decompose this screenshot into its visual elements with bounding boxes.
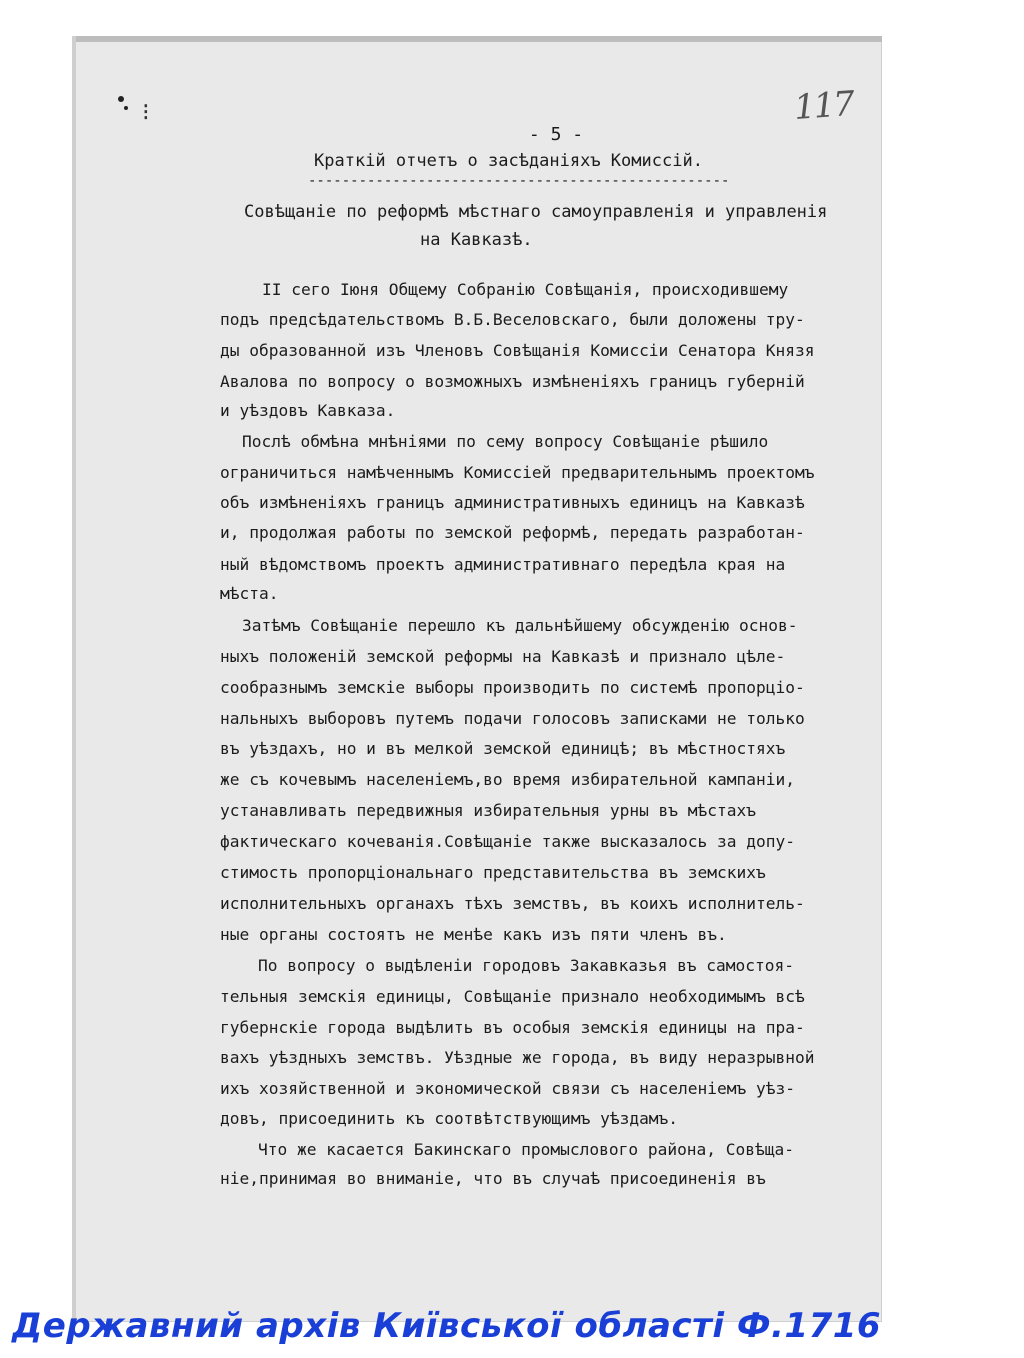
text-line: сообразнымъ земскіе выборы производить по системѣ пропорціо- [220, 678, 805, 697]
text-line: и уѣздовъ Кавказа. [220, 401, 396, 420]
text-line: въ уѣздахъ, но и въ мелкой земской единицѣ; въ мѣстностяхъ [220, 739, 786, 758]
text-line: ныхъ положеній земской реформы на Кавказѣ и признало цѣле- [220, 647, 786, 666]
text-line: стимость пропорціональнаго представительства въ земскихъ [220, 863, 766, 882]
text-line: II сего Іюня Общему Собранію Совѣщанія, происходившему [262, 280, 789, 299]
text-line: ограничиться намѣченнымъ Комиссіей предварительнымъ проектомъ [220, 463, 815, 482]
page-top-edge [72, 36, 882, 42]
page-number: - 5 - [528, 124, 584, 145]
text-line: ніе,принимая во вниманіе, что въ случаѣ присоединенія въ [220, 1169, 766, 1188]
title-underline: -------------------------------------------------- [308, 173, 730, 189]
text-line: мѣста. [220, 584, 279, 603]
text-line: довъ, присоединить къ соотвѣтствующимъ уѣздамъ. [220, 1109, 679, 1128]
text-line: вахъ уѣздныхъ земствъ. Уѣздные же города, въ виду неразрывной [220, 1048, 815, 1067]
text-line: Что же касается Бакинскаго промыслового района, Совѣща- [258, 1140, 795, 1159]
text-line: Послѣ обмѣна мнѣніями по сему вопросу Совѣщаніе рѣшило [242, 432, 769, 451]
text-line: же съ кочевымъ населеніемъ,во время избирательной кампаніи, [220, 770, 795, 789]
text-line: и, продолжая работы по земской реформѣ, передать разработан- [220, 523, 805, 542]
text-line: объ измѣненіяхъ границъ административныхъ единицъ на Кавказѣ [220, 493, 805, 512]
text-line: ихъ хозяйственной и экономической связи съ населеніемъ уѣз- [220, 1079, 795, 1098]
text-line: Авалова по вопросу о возможныхъ измѣненіяхъ границъ губерній [220, 372, 805, 391]
ink-spot [124, 106, 128, 110]
text-line: тельныя земскія единицы, Совѣщаніе признало необходимымъ всѣ [220, 987, 805, 1006]
text-line: устанавливать передвижныя избирательныя урны въ мѣстахъ [220, 801, 757, 820]
page-left-edge [72, 36, 76, 1322]
text-line: подъ предсѣдательствомъ В.Б.Веселовскаго, были доложены тру- [220, 310, 805, 329]
text-line: губернскіе города выдѣлить въ особыя земскія единицы на пра- [220, 1018, 805, 1037]
margin-mark: ⁝ [142, 98, 150, 126]
text-line: По вопросу о выдѣленіи городовъ Закавказья въ самостоя- [258, 956, 795, 975]
text-line: нальныхъ выборовъ путемъ подачи голосовъ записками не только [220, 709, 805, 728]
text-line: ные органы состоятъ не менѣе какъ изъ пяти членъ въ. [220, 925, 727, 944]
text-line: ный вѣдомствомъ проектъ административнаго передѣла края на [220, 555, 786, 574]
text-line: ды образованной изъ Членовъ Совѣщанія Комиссіи Сенатора Князя [220, 341, 815, 360]
text-line: фактическаго кочеванія.Совѣщаніе также высказалось за допу- [220, 832, 795, 851]
archive-watermark: Державний архів Київської області Ф.1716 [12, 1306, 882, 1346]
section-title-line-1: Совѣщаніе по реформѣ мѣстнаго самоуправленія и управленія [244, 202, 828, 222]
text-line: исполнительныхъ органахъ тѣхъ земствъ, въ коихъ исполнитель- [220, 894, 805, 913]
ink-spot [118, 96, 124, 102]
section-title-line-2: на Кавказѣ. [420, 230, 533, 250]
report-title: Краткій отчетъ о засѣданіяхъ Комиссій. [314, 151, 703, 171]
folio-number: 117 [792, 83, 855, 129]
text-line: Затѣмъ Совѣщаніе перешло къ дальнѣйшему обсужденію основ- [242, 616, 798, 635]
